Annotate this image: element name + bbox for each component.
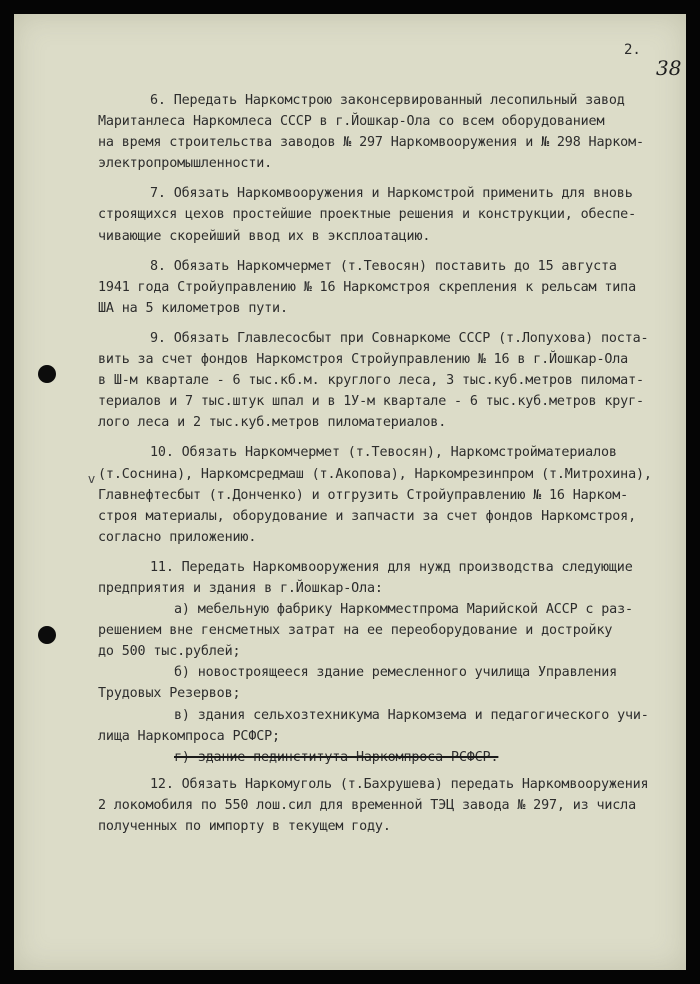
text-line: строя материалы, оборудование и запчасти за счет фондов Наркомстроя, <box>98 508 637 524</box>
text-line: ША на 5 километров пути. <box>98 300 288 316</box>
text-line: до 500 тыс.рублей; <box>98 644 241 660</box>
paragraph-12 <box>98 774 692 837</box>
text-line: а) мебельную фабрику Наркомместпрома Марийской АССР с раз- <box>174 602 633 618</box>
text-line: 10. Обязать Наркомчермет (т.Тевосян), Наркомстройматериалов <box>150 445 617 461</box>
text-line: чивающие скорейший ввод их в эксплоатацию. <box>98 228 431 244</box>
text-line: б) новостроящееся здание ремесленного училища Управления <box>174 665 618 681</box>
text-line: полученных по импорту в текущем году. <box>98 819 391 834</box>
text-line: 1941 года Стройуправлению № 16 Наркомстроя скрепления к рельсам типа <box>98 279 637 295</box>
paragraph-8 <box>98 256 692 319</box>
text-line: 11. Передать Наркомвооружения для нужд производства следующие <box>150 559 633 575</box>
text-line: лища Наркомпроса РСФСР; <box>98 728 280 744</box>
page-number: 2. <box>624 42 641 58</box>
paragraph-6 <box>98 90 692 174</box>
text-line: 6. Передать Наркомстрою законсервированный лесопильный завод <box>150 93 625 108</box>
text-line: строящихся цехов простейшие проектные решения и конструкции, обеспе- <box>98 207 637 223</box>
paragraph-7 <box>98 183 692 246</box>
text-line: Трудовых Резервов; <box>98 686 241 702</box>
text-line: согласно приложению. <box>98 529 257 545</box>
punch-hole-top <box>38 365 56 383</box>
text-line: 12. Обязать Наркомуголь (т.Бахрушева) передать Наркомвооружения <box>150 776 649 792</box>
text-line: (т.Соснина), Наркомсредмаш (т.Акопова), Наркомрезинпром (т.Митрохина), <box>98 466 652 482</box>
text-line: лого леса и 2 тыс.куб.метров пиломатериалов. <box>98 415 447 431</box>
text-line: Главнефтесбыт (т.Донченко) и отгрузить Стройуправлению № 16 Нарком- <box>98 487 629 503</box>
text-line: на время строительства заводов № 297 Наркомвооружения и № 298 Нарком- <box>98 135 644 151</box>
text-line: 9. Обязать Главлесосбыт при Совнаркоме СССР (т.Лопухова) поста- <box>150 330 649 346</box>
paragraph-9 <box>98 328 692 433</box>
paragraph-10 <box>98 442 692 547</box>
struck-text-line: г) здание пединститута Наркомпроса РСФСР. <box>174 749 499 765</box>
text-line: 7. Обязать Наркомвооружения и Наркомстрой применить для вновь <box>150 186 633 202</box>
text-line: решением вне генсметных затрат на ее переоборудование и достройку <box>98 623 613 639</box>
text-line: 2 локомобиля по 550 лош.сил для временной ТЭЦ завода № 297, из числа <box>98 797 637 813</box>
text-line: предприятия и здания в г.Йошкар-Ола: <box>98 580 383 596</box>
archive-folio-number: 38 <box>656 56 682 80</box>
text-line: териалов и 7 тыс.штук шпал и в 1У-м квартале - 6 тыс.куб.метров круг- <box>98 394 644 410</box>
text-line: в) здания сельхозтехникума Наркомзема и педагогического учи- <box>174 707 649 723</box>
text-line: 8. Обязать Наркомчермет (т.Тевосян) поставить до 15 августа <box>150 258 617 274</box>
text-line: Маританлеса Наркомлеса СССР в г.Йошкар-Ола со всем оборудованием <box>98 114 605 130</box>
text-line: в Ш-м квартале - 6 тыс.кб.м. круглого леса, 3 тыс.куб.метров пиломат- <box>98 373 644 389</box>
punch-hole-bottom <box>38 626 56 644</box>
text-line: вить за счет фондов Наркомстроя Стройуправлению № 16 в г.Йошкар-Ола <box>98 352 629 368</box>
paragraph-11 <box>98 557 692 768</box>
document-body <box>98 90 692 846</box>
text-line: электропромышленности. <box>98 156 273 172</box>
margin-check-mark: v <box>88 472 96 486</box>
